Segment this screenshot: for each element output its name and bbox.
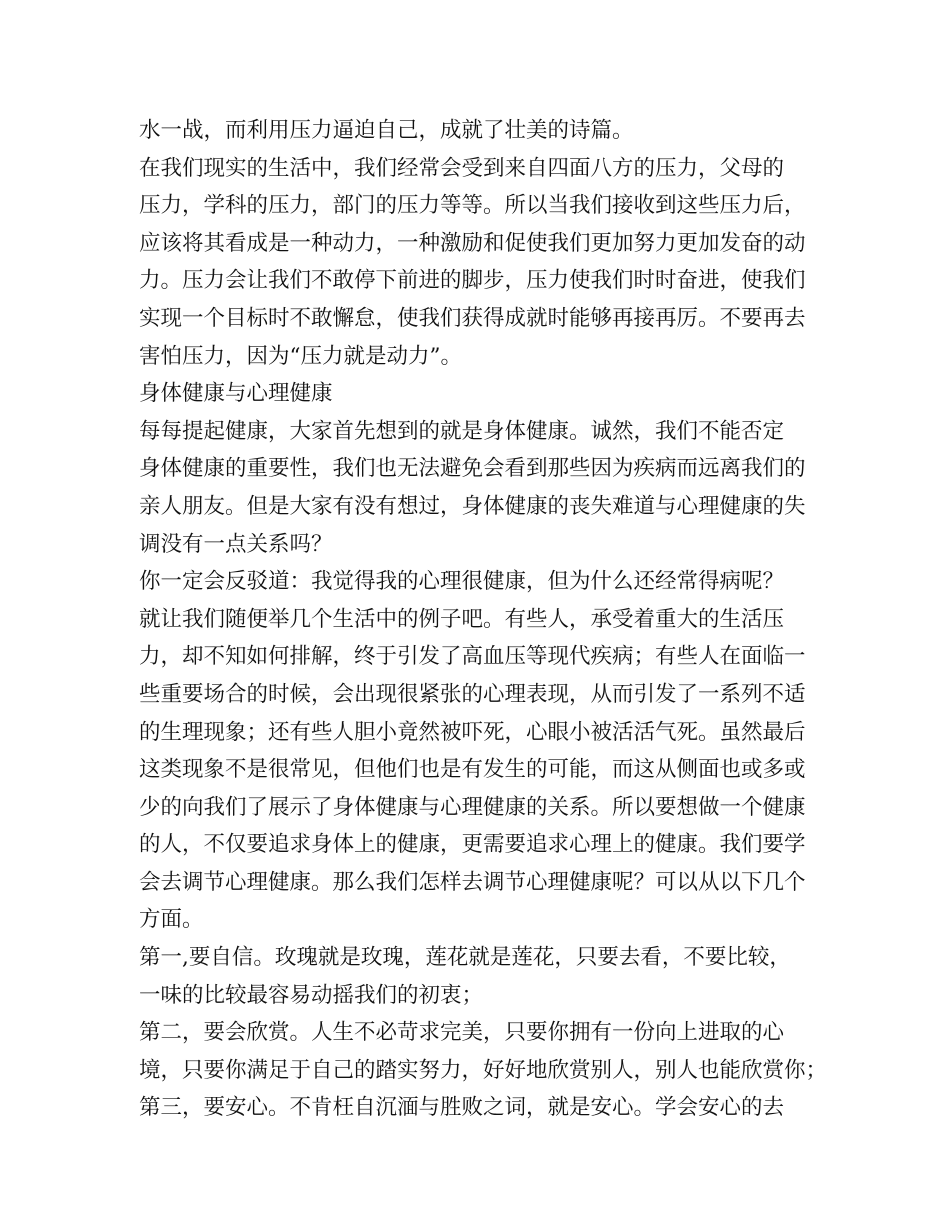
- text-line: 境，只要你满足于自己的踏实努力，好好地欣赏别人，别人也能欣赏你；: [139, 1057, 828, 1083]
- text-line: 亲人朋友。但是大家有没有想过，身体健康的丧失难道与心理健康的失: [139, 493, 806, 519]
- text-line: 的生理现象；还有些人胆小竟然被吓死，心眼小被活活气死。虽然最后: [139, 719, 806, 745]
- text-line: 些重要场合的时候，会出现很紧张的心理表现，从而引发了一系列不适: [139, 681, 806, 707]
- text-line: 第三，要安心。不肯枉自沉湎与胜败之词，就是安心。学会安心的去: [139, 1095, 785, 1121]
- text-line: 应该将其看成是一种动力，一种激励和促使我们更加努力更加发奋的动: [139, 230, 806, 256]
- text-line: 会去调节心理健康。那么我们怎样去调节心理健康呢？可以从以下几个: [139, 869, 806, 895]
- text-line: 一味的比较最容易动摇我们的初衷；: [139, 982, 484, 1008]
- text-line: 第一,要自信。玫瑰就是玫瑰，莲花就是莲花，只要去看，不要比较，: [139, 945, 791, 971]
- text-line: 压力，学科的压力，部门的压力等等。所以当我们接收到这些压力后，: [139, 193, 806, 219]
- text-line: 第二，要会欣赏。人生不必苛求完美，只要你拥有一份向上进取的心: [139, 1020, 785, 1046]
- text-line: 身体健康的重要性，我们也无法避免会看到那些因为疾病而远离我们的: [139, 456, 806, 482]
- text-line: 方面。: [139, 907, 204, 933]
- text-line: 这类现象不是很常见，但他们也是有发生的可能，而这从侧面也或多或: [139, 757, 806, 783]
- text-line: 害怕压力，因为“压力就是动力”。: [139, 343, 462, 369]
- text-line: 水一战，而利用压力逼迫自己，成就了壮美的诗篇。: [139, 118, 634, 143]
- text-line: 力。压力会让我们不敢停下前进的脚步，压力使我们时时奋进，使我们: [139, 268, 806, 294]
- section-heading: 身体健康与心理健康: [139, 381, 333, 407]
- text-line: 力，却不知如何排解，终于引发了高血压等现代疾病；有些人在面临一: [139, 644, 806, 670]
- text-line: 调没有一点关系吗？: [139, 531, 333, 557]
- text-line: 就让我们随便举几个生活中的例子吧。有些人，承受着重大的生活压: [139, 606, 785, 632]
- text-line: 每每提起健康，大家首先想到的就是身体健康。诚然，我们不能否定: [139, 418, 785, 444]
- text-line: 你一定会反驳道：我觉得我的心理很健康，但为什么还经常得病呢？: [139, 569, 785, 595]
- document-body: [139, 112, 828, 1127]
- text-line: 的人，不仅要追求身体上的健康，更需要追求心理上的健康。我们要学: [139, 832, 806, 858]
- text-line: 实现一个目标时不敢懈怠，使我们获得成就时能够再接再厉。不要再去: [139, 305, 806, 331]
- text-line: 在我们现实的生活中，我们经常会受到来自四面八方的压力，父母的: [139, 155, 785, 181]
- text-line: 少的向我们了展示了身体健康与心理健康的关系。所以要想做一个健康: [139, 794, 806, 820]
